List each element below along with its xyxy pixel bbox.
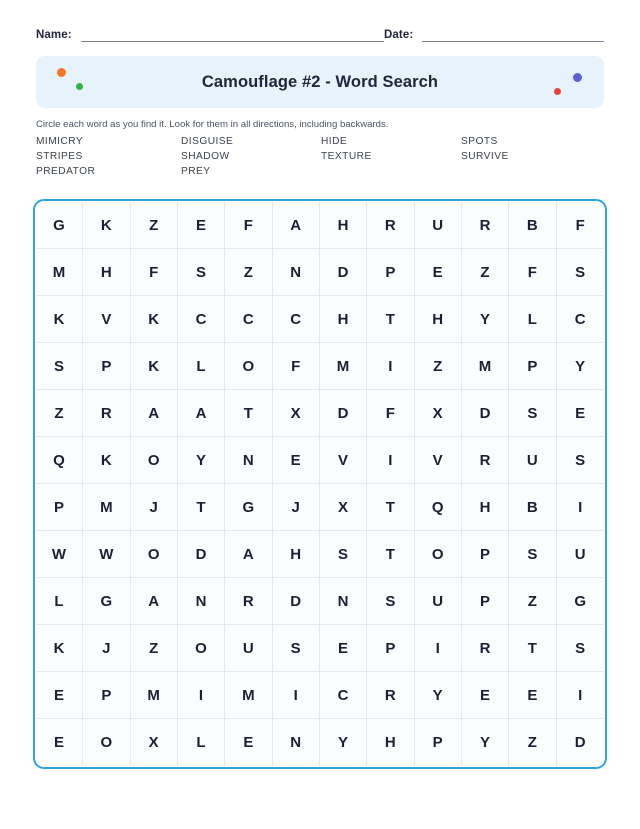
- name-input-line[interactable]: [81, 28, 384, 42]
- grid-cell[interactable]: C: [273, 296, 320, 343]
- grid-cell[interactable]: T: [225, 390, 272, 437]
- grid-cell[interactable]: P: [367, 249, 414, 296]
- grid-cell[interactable]: R: [462, 625, 509, 672]
- grid-cell[interactable]: A: [131, 390, 178, 437]
- word-list-item[interactable]: DISGUISE: [181, 136, 234, 148]
- grid-cell[interactable]: L: [509, 296, 556, 343]
- grid-cell[interactable]: I: [415, 625, 462, 672]
- grid-cell[interactable]: A: [131, 578, 178, 625]
- instructions-text: Circle each word as you find it. Look for them in all directions, including backwards.: [36, 119, 389, 130]
- grid-cell[interactable]: C: [178, 296, 225, 343]
- grid-cell[interactable]: U: [415, 202, 462, 249]
- grid-cell[interactable]: V: [83, 296, 130, 343]
- grid-cell[interactable]: D: [178, 531, 225, 578]
- grid-cell[interactable]: S: [557, 249, 604, 296]
- grid-cell[interactable]: H: [320, 296, 367, 343]
- puzzle-grid: [36, 202, 604, 766]
- grid-cell[interactable]: P: [462, 578, 509, 625]
- grid-cell[interactable]: U: [415, 578, 462, 625]
- word-list-item[interactable]: TEXTURE: [321, 151, 372, 163]
- grid-cell[interactable]: E: [462, 672, 509, 719]
- word-list-item[interactable]: SPOTS: [461, 136, 498, 148]
- grid-cell[interactable]: K: [131, 296, 178, 343]
- grid-cell[interactable]: S: [320, 531, 367, 578]
- grid-cell[interactable]: G: [557, 578, 604, 625]
- purple-dot-icon: [573, 73, 582, 82]
- grid-cell[interactable]: F: [273, 343, 320, 390]
- student-info-row: [0, 0, 640, 42]
- grid-cell[interactable]: R: [225, 578, 272, 625]
- grid-cell[interactable]: E: [509, 672, 556, 719]
- grid-cell[interactable]: Q: [36, 437, 83, 484]
- grid-cell[interactable]: J: [131, 484, 178, 531]
- grid-cell[interactable]: D: [320, 390, 367, 437]
- grid-cell[interactable]: S: [178, 249, 225, 296]
- green-dot-icon: [76, 83, 83, 90]
- grid-cell[interactable]: E: [273, 437, 320, 484]
- grid-cell[interactable]: L: [178, 719, 225, 766]
- grid-cell[interactable]: H: [83, 249, 130, 296]
- grid-cell[interactable]: J: [273, 484, 320, 531]
- grid-cell[interactable]: Z: [36, 390, 83, 437]
- grid-cell[interactable]: U: [225, 625, 272, 672]
- grid-cell[interactable]: E: [178, 202, 225, 249]
- grid-cell[interactable]: M: [36, 249, 83, 296]
- grid-cell[interactable]: C: [320, 672, 367, 719]
- grid-cell[interactable]: K: [36, 625, 83, 672]
- grid-cell[interactable]: F: [509, 249, 556, 296]
- grid-cell[interactable]: Z: [131, 202, 178, 249]
- grid-cell[interactable]: B: [509, 202, 556, 249]
- date-input-line[interactable]: [422, 28, 604, 42]
- grid-cell[interactable]: R: [83, 390, 130, 437]
- grid-cell[interactable]: Z: [509, 719, 556, 766]
- word-list-item[interactable]: SURVIVE: [461, 151, 509, 163]
- grid-cell[interactable]: D: [320, 249, 367, 296]
- grid-cell[interactable]: X: [415, 390, 462, 437]
- grid-cell[interactable]: E: [320, 625, 367, 672]
- grid-cell[interactable]: O: [83, 719, 130, 766]
- grid-cell[interactable]: I: [273, 672, 320, 719]
- grid-cell[interactable]: K: [36, 296, 83, 343]
- word-list-item[interactable]: SHADOW: [181, 151, 230, 163]
- grid-cell[interactable]: T: [178, 484, 225, 531]
- grid-cell[interactable]: F: [225, 202, 272, 249]
- grid-cell[interactable]: Y: [178, 437, 225, 484]
- grid-cell[interactable]: P: [509, 343, 556, 390]
- grid-cell[interactable]: Z: [131, 625, 178, 672]
- word-list: [36, 136, 604, 177]
- grid-cell[interactable]: M: [83, 484, 130, 531]
- grid-cell[interactable]: Q: [415, 484, 462, 531]
- grid-cell[interactable]: K: [83, 202, 130, 249]
- grid-cell[interactable]: I: [367, 343, 414, 390]
- grid-cell[interactable]: P: [83, 672, 130, 719]
- grid-cell[interactable]: X: [320, 484, 367, 531]
- grid-cell[interactable]: I: [557, 484, 604, 531]
- grid-cell[interactable]: P: [36, 484, 83, 531]
- grid-cell[interactable]: T: [509, 625, 556, 672]
- grid-cell[interactable]: Y: [462, 296, 509, 343]
- grid-cell[interactable]: V: [415, 437, 462, 484]
- grid-cell[interactable]: J: [83, 625, 130, 672]
- grid-cell[interactable]: M: [462, 343, 509, 390]
- grid-cell[interactable]: I: [367, 437, 414, 484]
- grid-cell[interactable]: S: [36, 343, 83, 390]
- grid-cell[interactable]: X: [273, 390, 320, 437]
- grid-cell[interactable]: H: [462, 484, 509, 531]
- grid-cell[interactable]: O: [178, 625, 225, 672]
- word-list-item[interactable]: MIMICRY: [36, 136, 84, 148]
- grid-cell[interactable]: N: [320, 578, 367, 625]
- grid-cell[interactable]: Z: [415, 343, 462, 390]
- grid-cell[interactable]: S: [509, 531, 556, 578]
- grid-cell[interactable]: Y: [320, 719, 367, 766]
- grid-cell[interactable]: T: [367, 531, 414, 578]
- grid-cell[interactable]: N: [273, 719, 320, 766]
- grid-cell[interactable]: M: [320, 343, 367, 390]
- grid-cell[interactable]: T: [367, 296, 414, 343]
- grid-cell[interactable]: G: [36, 202, 83, 249]
- grid-cell[interactable]: R: [462, 437, 509, 484]
- grid-cell[interactable]: A: [225, 531, 272, 578]
- grid-cell[interactable]: F: [557, 202, 604, 249]
- date-field-group: [384, 28, 604, 42]
- grid-cell[interactable]: I: [557, 672, 604, 719]
- grid-cell[interactable]: O: [131, 531, 178, 578]
- grid-cell[interactable]: N: [273, 249, 320, 296]
- word-list-item[interactable]: PREY: [181, 166, 211, 178]
- grid-cell[interactable]: W: [83, 531, 130, 578]
- grid-cell[interactable]: Z: [509, 578, 556, 625]
- grid-cell[interactable]: E: [36, 719, 83, 766]
- grid-cell[interactable]: H: [320, 202, 367, 249]
- grid-cell[interactable]: G: [225, 484, 272, 531]
- grid-cell[interactable]: P: [367, 625, 414, 672]
- grid-cell[interactable]: Y: [462, 719, 509, 766]
- grid-cell[interactable]: P: [415, 719, 462, 766]
- grid-cell[interactable]: W: [36, 531, 83, 578]
- grid-cell[interactable]: D: [273, 578, 320, 625]
- puzzle-grid-container: [33, 199, 607, 769]
- grid-cell[interactable]: D: [557, 719, 604, 766]
- orange-dot-icon: [57, 68, 66, 77]
- grid-cell[interactable]: C: [225, 296, 272, 343]
- grid-cell[interactable]: O: [131, 437, 178, 484]
- grid-cell[interactable]: G: [83, 578, 130, 625]
- grid-cell[interactable]: S: [557, 625, 604, 672]
- grid-cell[interactable]: E: [225, 719, 272, 766]
- word-list-item[interactable]: STRIPES: [36, 151, 83, 163]
- grid-cell[interactable]: O: [415, 531, 462, 578]
- grid-cell[interactable]: S: [509, 390, 556, 437]
- grid-cell[interactable]: C: [557, 296, 604, 343]
- grid-cell[interactable]: P: [462, 531, 509, 578]
- grid-cell[interactable]: M: [131, 672, 178, 719]
- grid-cell[interactable]: H: [415, 296, 462, 343]
- grid-cell[interactable]: Z: [462, 249, 509, 296]
- grid-cell[interactable]: I: [178, 672, 225, 719]
- grid-cell[interactable]: P: [83, 343, 130, 390]
- grid-cell[interactable]: O: [225, 343, 272, 390]
- grid-cell[interactable]: K: [83, 437, 130, 484]
- page-title: Camouflage #2 - Word Search: [201, 72, 439, 91]
- grid-cell[interactable]: D: [462, 390, 509, 437]
- grid-cell[interactable]: S: [273, 625, 320, 672]
- grid-cell[interactable]: A: [178, 390, 225, 437]
- grid-cell[interactable]: S: [557, 437, 604, 484]
- grid-cell[interactable]: L: [178, 343, 225, 390]
- grid-cell[interactable]: M: [225, 672, 272, 719]
- grid-cell[interactable]: X: [131, 719, 178, 766]
- word-list-item[interactable]: PREDATOR: [36, 166, 96, 178]
- grid-cell[interactable]: R: [367, 202, 414, 249]
- grid-cell[interactable]: H: [367, 719, 414, 766]
- date-label: Date:: [384, 29, 414, 41]
- grid-cell[interactable]: R: [462, 202, 509, 249]
- grid-cell[interactable]: E: [415, 249, 462, 296]
- red-dot-icon: [554, 88, 561, 95]
- grid-cell[interactable]: F: [131, 249, 178, 296]
- name-field-group: [36, 28, 384, 42]
- grid-cell[interactable]: R: [367, 672, 414, 719]
- grid-cell[interactable]: H: [273, 531, 320, 578]
- grid-cell[interactable]: U: [509, 437, 556, 484]
- grid-cell[interactable]: B: [509, 484, 556, 531]
- grid-cell[interactable]: L: [36, 578, 83, 625]
- grid-cell[interactable]: Y: [557, 343, 604, 390]
- grid-cell[interactable]: Z: [225, 249, 272, 296]
- grid-cell[interactable]: N: [178, 578, 225, 625]
- title-banner: [36, 56, 604, 108]
- word-list-item[interactable]: HIDE: [321, 136, 348, 148]
- grid-cell[interactable]: Y: [415, 672, 462, 719]
- name-label: Name:: [36, 29, 72, 41]
- grid-cell[interactable]: U: [557, 531, 604, 578]
- grid-cell[interactable]: E: [557, 390, 604, 437]
- grid-cell[interactable]: E: [36, 672, 83, 719]
- grid-cell[interactable]: F: [367, 390, 414, 437]
- grid-cell[interactable]: S: [367, 578, 414, 625]
- grid-cell[interactable]: V: [320, 437, 367, 484]
- grid-cell[interactable]: A: [273, 202, 320, 249]
- grid-cell[interactable]: N: [225, 437, 272, 484]
- grid-cell[interactable]: K: [131, 343, 178, 390]
- grid-cell[interactable]: T: [367, 484, 414, 531]
